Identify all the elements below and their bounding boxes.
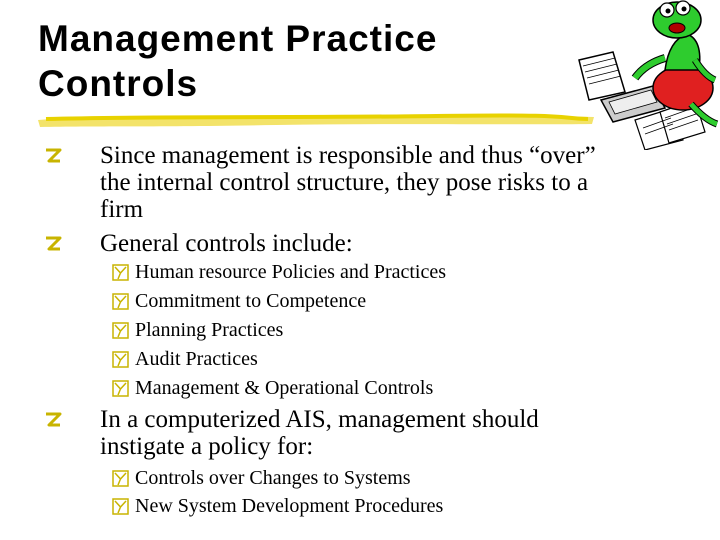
sub-bullet-item [112,319,283,341]
z-bullet-icon [44,147,62,165]
checkbox-bullet-icon [112,293,129,310]
z-bullet-icon [44,411,62,429]
bullet-text-line: Since management is responsible and thus “over” [100,142,596,169]
sub-bullet-text: Human resource Policies and Practices [135,261,447,283]
sub-bullet-item [112,467,411,489]
bullet-text-line: firm [100,196,144,223]
bullet-item [44,406,664,460]
sub-bullet-text: Audit Practices [135,348,258,370]
bullet-text [101,406,664,460]
bullet-text-line: General controls include: [100,230,353,257]
sub-bullet-text: Commitment to Competence [135,290,367,312]
sub-bullet-item [112,261,446,283]
bullet-text-line: In a computerized AIS, management should [100,406,539,433]
checkbox-bullet-icon [112,264,129,281]
bullet-text-line: instigate a policy for: [100,433,314,460]
sub-bullet-item [112,377,433,399]
z-bullet-icon [44,235,62,253]
checkbox-bullet-icon [112,351,129,368]
sub-bullet-text: Management & Operational Controls [135,377,434,399]
bullet-text [101,230,664,257]
monitor-icon [579,52,625,100]
slide-title [38,16,558,106]
slide-title-line-1: Management Practice [38,18,438,59]
frog-at-computer-clipart [565,0,720,150]
sub-bullet-text: Planning Practices [135,319,284,341]
checkbox-bullet-icon [112,380,129,397]
sub-bullet-text: Controls over Changes to Systems [135,467,411,489]
sub-bullet-text: New System Development Procedures [135,495,444,517]
sub-bullet-item [112,348,258,370]
bullet-text-line: the internal control structure, they pose risks to a [100,169,589,196]
bullet-item [44,142,664,223]
checkbox-bullet-icon [112,498,129,515]
slide-title-line-2: Controls [38,63,199,104]
title-underline [36,108,596,130]
bullet-text [101,142,664,223]
sub-bullet-item [112,290,366,312]
bullet-item [44,230,664,257]
checkbox-bullet-icon [112,322,129,339]
sub-bullet-item [112,495,443,517]
checkbox-bullet-icon [112,470,129,487]
